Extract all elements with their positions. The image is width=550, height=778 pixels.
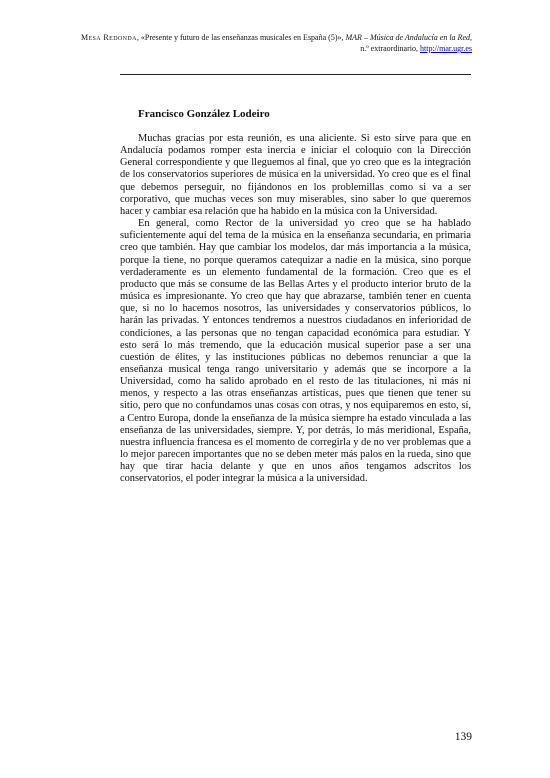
header-url-link[interactable]: http://mar.ugr.es xyxy=(420,44,472,53)
speaker-name: Francisco González Lodeiro xyxy=(138,108,270,120)
header-rule xyxy=(120,74,471,75)
header-author: Mesa Redonda xyxy=(80,33,137,42)
header-issue: , n.º extraordinario, xyxy=(360,33,472,53)
paragraph: En general, como Rector de la universidad yo creo que se ha hablado suficientemente aquí del tema de la música en la enseñanza secundaria, en primaria creo que también. Hay que cambiar los modelos, dar más importancia a la música, porque la tiene, no porque queramos catequizar a nadie en la música, sino porque verdaderamente es un elemento fundamental de la formación. Creo que es el producto que más se consume de las Bellas Artes y el producto interior bruto de la música es impresionante. Yo creo que hay que abrazarse, también tener en cuenta que, si no lo hacemos nosotros, las universidades y conservatorios públicos, lo harán las privadas. Y entonces tendremos a nuestros ciudadanos en inferioridad de condiciones, a las personas que no tengan capacidad económica para estudiar. Y esto será lo más tremendo, que la educación musical superior pase a ser una cuestión de élites, y las instituciones públicas no debemos renunciar a que la enseñanza musical tenga rango universitario y además que se incorpore a la Universidad, como ha salido aprobado en el resto de las titulaciones, ni más ni menos, y respecto a las otras enseñanzas artísticas, pues que tienen que tener su sitio, pero que no confundamos unas cosas con otras, y nos equiparemos en esto, sí, a Centro Europa, donde la enseñanza de la música siempre ha estado vinculada a las enseñanza de las universidades, siempre. Y, por detrás, lo más meridional, España, nuestra influencia francesa es el momento de corregirla y de no ver problemas que a lo mejor parecen importantes que no se deben meter más palos en la rueda, sino que hay que tirar hacia delante y que en unos años tengamos adscritos los conservatorios, el poder integrar la música a la universidad. xyxy=(120,218,471,485)
header-title: , «Presente y futuro de las enseñanzas musicales en España (5)», xyxy=(136,33,346,42)
page-number: 139 xyxy=(454,731,472,743)
header-journal: MAR – Música de Andalucía en la Red xyxy=(345,33,470,42)
paragraph: Muchas gracias por esta reunión, es una aliciente. Si esto sirve para que en Andalucía podamos romper esta inercia e iniciar el coloquio con la Dirección General correspondiente y que lleguemos al final, que yo creo que es la integración de los conservatorios superiores de música en la universidad. Yo creo que es el final que debemos perseguir, no fijándonos en los problemillas como si va a ser corporativo, que muchas veces son muy miserables, sino saber lo que queremos hacer y cambiar esa relación que ha habido en la música con la Universidad. xyxy=(120,133,471,217)
body-text xyxy=(120,133,471,486)
running-header xyxy=(72,32,472,54)
